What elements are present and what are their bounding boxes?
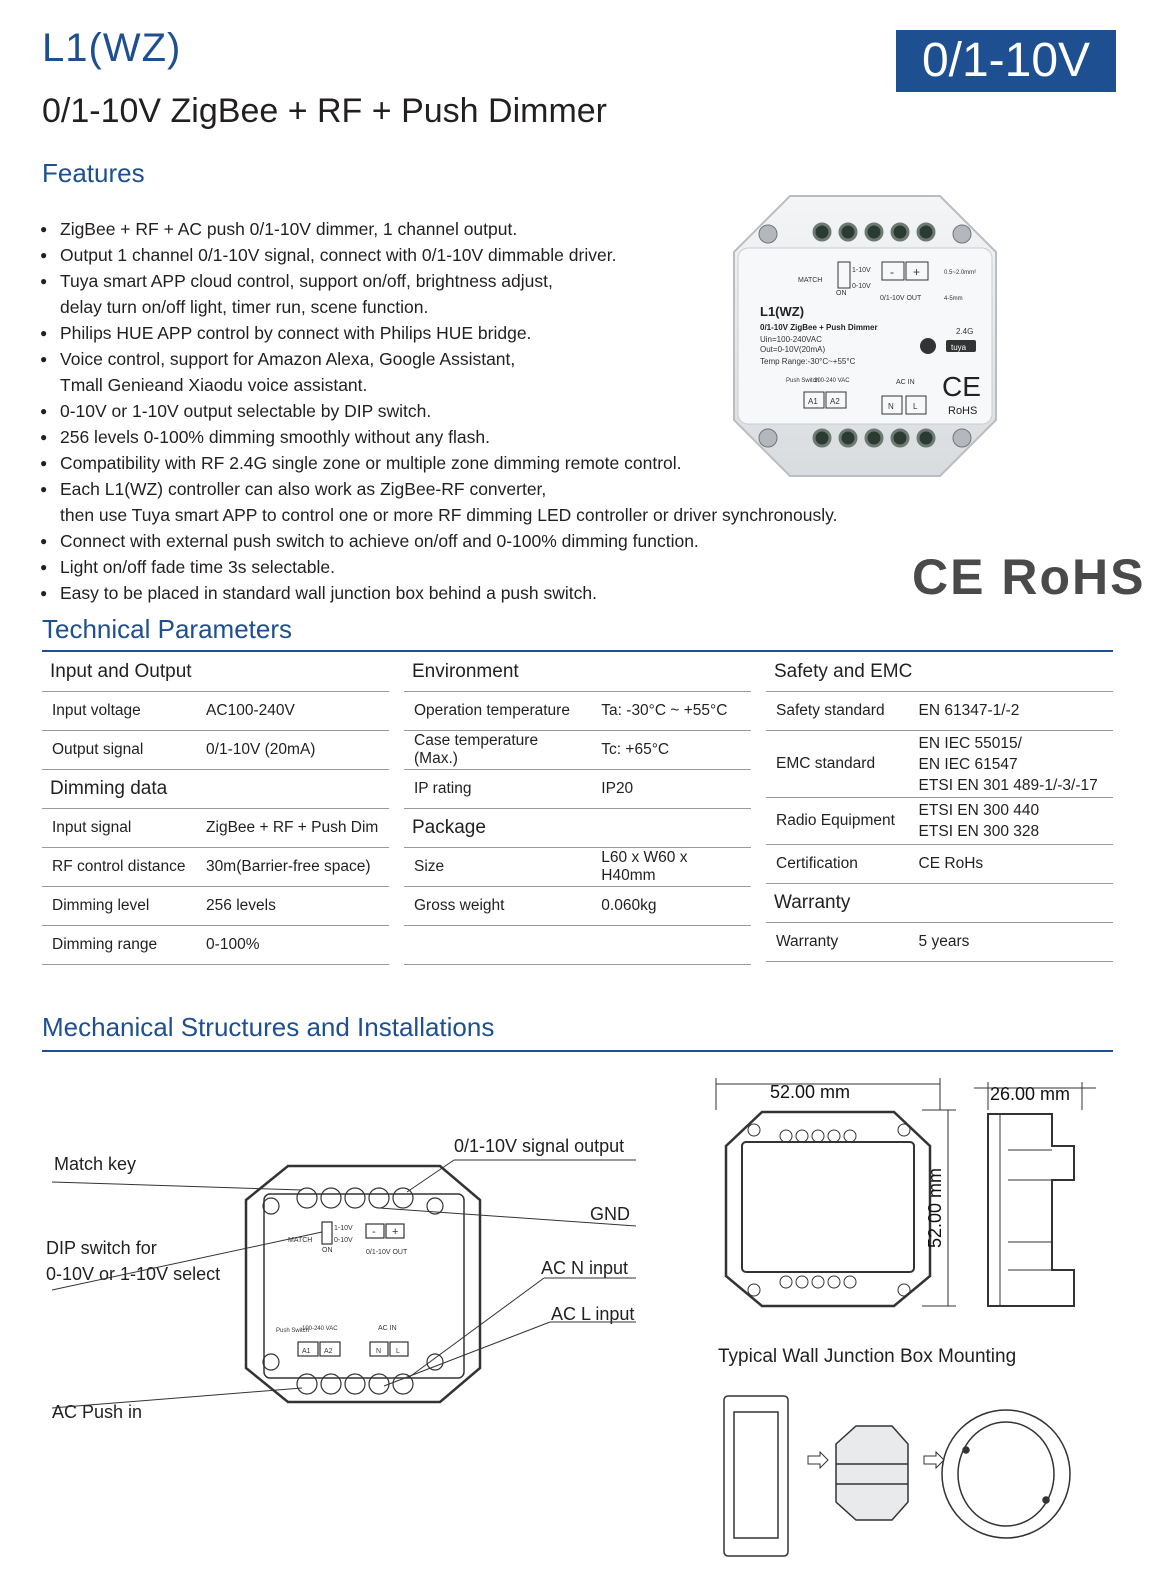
svg-text:Temp Range:-30°C~+55°C: Temp Range:-30°C~+55°C [760,357,856,366]
svg-text:AC IN: AC IN [896,379,915,386]
svg-text:100-240 VAC: 100-240 VAC [814,378,850,384]
dim-height-label: 52.00 mm [925,1167,945,1248]
svg-text:L1(WZ): L1(WZ) [760,304,805,319]
svg-text:N: N [376,1348,382,1355]
technical-heading: Technical Parameters [42,614,292,644]
model-title: L1(WZ) [42,26,182,70]
callout-signal-output: 0/1-10V signal output [454,1136,625,1156]
callout-match-key: Match key [54,1154,137,1174]
feature-item: ● Compatibility with RF 2.4G single zone or multiple zone dimming remote control. [40,450,900,476]
params-table-env: Environment Operation temperature Ta: -30°C ~ +55°C Case temperature (Max.) Tc: +65°C IP rating IP20 Package Size L60 x W60 x H40mm Gross weight 0.060kg [404,653,751,965]
callout-dip-2: 0-10V or 1-10V select [46,1264,221,1284]
feature-item: ● 256 levels 0-100% dimming smoothly without any flash. [40,424,900,450]
svg-text:0.5~2.0mm²: 0.5~2.0mm² [944,270,977,276]
product-subtitle: 0/1-10V ZigBee + RF + Push Dimmer [42,92,608,130]
product-photo [730,192,1000,480]
dim-width-label: 52.00 mm [770,1082,851,1102]
svg-text:+: + [913,265,921,279]
svg-text:-: - [890,265,894,279]
callout-gnd: GND [590,1204,630,1224]
svg-text:100-240 VAC: 100-240 VAC [302,1326,338,1332]
features-heading: Features [42,158,145,188]
dim-depth-label: 26.00 mm [990,1084,1071,1104]
params-table-io: Input and Output Input voltage AC100-240V Output signal 0/1-10V (20mA) Dimming data Input signal ZigBee + RF + Push Dim RF control distance 30m(Barrier-free space) Dimming level 256 levels Dimming range 0-100% [42,653,389,965]
svg-text:L: L [913,402,918,411]
feature-item: ● Light on/off fade time 3s selectable. [40,554,900,580]
svg-text:0-10V: 0-10V [852,283,871,290]
feature-item: ● Output 1 channel 0/1-10V signal, connect with 0/1-10V dimmable driver. [40,242,900,268]
svg-text:1-10V: 1-10V [852,267,871,274]
svg-text:L: L [396,1348,400,1355]
feature-item: ● Easy to be placed in standard wall junction box behind a push switch. [40,580,900,606]
svg-text:Uin=100-240VAC: Uin=100-240VAC [760,335,822,344]
label-match: MATCH [798,277,823,284]
feature-item: ● Voice control, support for Amazon Alexa, Google Assistant, Tmall Genieand Xiaodu voice assistant. [40,346,900,398]
svg-text:0-10V: 0-10V [334,1237,353,1244]
svg-text:ON: ON [836,290,847,297]
wiring-diagram [40,1130,640,1430]
svg-text:RoHS: RoHS [948,405,978,417]
dimension-drawing [708,1070,1118,1320]
callout-ac-push: AC Push in [52,1402,143,1422]
signal-badge: 0/1-10V [896,30,1116,92]
svg-text:Push Switch: Push Switch [786,378,820,384]
feature-item: ● ZigBee + RF + AC push 0/1-10V dimmer, 1 channel output. [40,216,900,242]
mechanical-heading: Mechanical Structures and Installations [42,1012,495,1042]
mounting-illustration [716,1384,1116,1564]
svg-text:CE: CE [942,371,981,402]
svg-text:0/1-10V ZigBee + Push Dimmer: 0/1-10V ZigBee + Push Dimmer [760,323,878,332]
svg-text:tuya: tuya [951,343,967,352]
svg-text:+: + [392,1226,399,1238]
svg-text:1-10V: 1-10V [334,1225,353,1232]
svg-text:0/1-10V OUT: 0/1-10V OUT [880,295,922,302]
feature-item: ● Connect with external push switch to achieve on/off and 0-100% dimming function. [40,528,900,554]
svg-text:4-5mm: 4-5mm [944,296,963,302]
svg-text:0/1-10V OUT: 0/1-10V OUT [366,1249,408,1256]
mounting-caption: Typical Wall Junction Box Mounting [718,1346,1017,1367]
svg-text:N: N [888,402,894,411]
callout-ac-l: AC L input [551,1304,635,1324]
svg-text:A2: A2 [324,1348,333,1355]
svg-text:AC IN: AC IN [378,1325,397,1332]
svg-text:ON: ON [322,1247,333,1254]
section-rule [42,650,1113,652]
svg-text:A1: A1 [808,397,818,406]
svg-text:A2: A2 [830,397,840,406]
feature-item: ● Tuya smart APP cloud control, support on/off, brightness adjust, delay turn on/off light, timer run, scene function. [40,268,900,320]
ce-rohs-logo: CE RoHS [912,549,1146,605]
params-table-safety: Safety and EMC Safety standard EN 61347-1/-2 EMC standard EN IEC 55015/ EN IEC 61547 ETSI EN 301 489-1/-3/-17 Radio Equipment ETSI EN 300 440 ETSI EN 300 328 Certification CE RoHs Warranty Warranty 5 years [766,653,1113,962]
feature-item: ● Each L1(WZ) controller can also work as ZigBee-RF converter, then use Tuya smart APP to control one or more RF dimming LED controller or driver synchronously. [40,476,900,528]
callout-dip-1: DIP switch for [46,1238,157,1258]
feature-item: ● 0-10V or 1-10V output selectable by DIP switch. [40,398,900,424]
svg-text:A1: A1 [302,1348,311,1355]
section-rule [42,1050,1113,1052]
svg-text:Out=0-10V(20mA): Out=0-10V(20mA) [760,345,826,354]
callout-ac-n: AC N input [541,1258,629,1278]
svg-text:Push Switch: Push Switch [276,1328,310,1334]
svg-text:2.4G: 2.4G [956,327,974,336]
feature-item: ● Philips HUE APP control by connect with Philips HUE bridge. [40,320,900,346]
svg-text:MATCH: MATCH [288,1237,313,1244]
svg-text:-: - [372,1226,376,1238]
